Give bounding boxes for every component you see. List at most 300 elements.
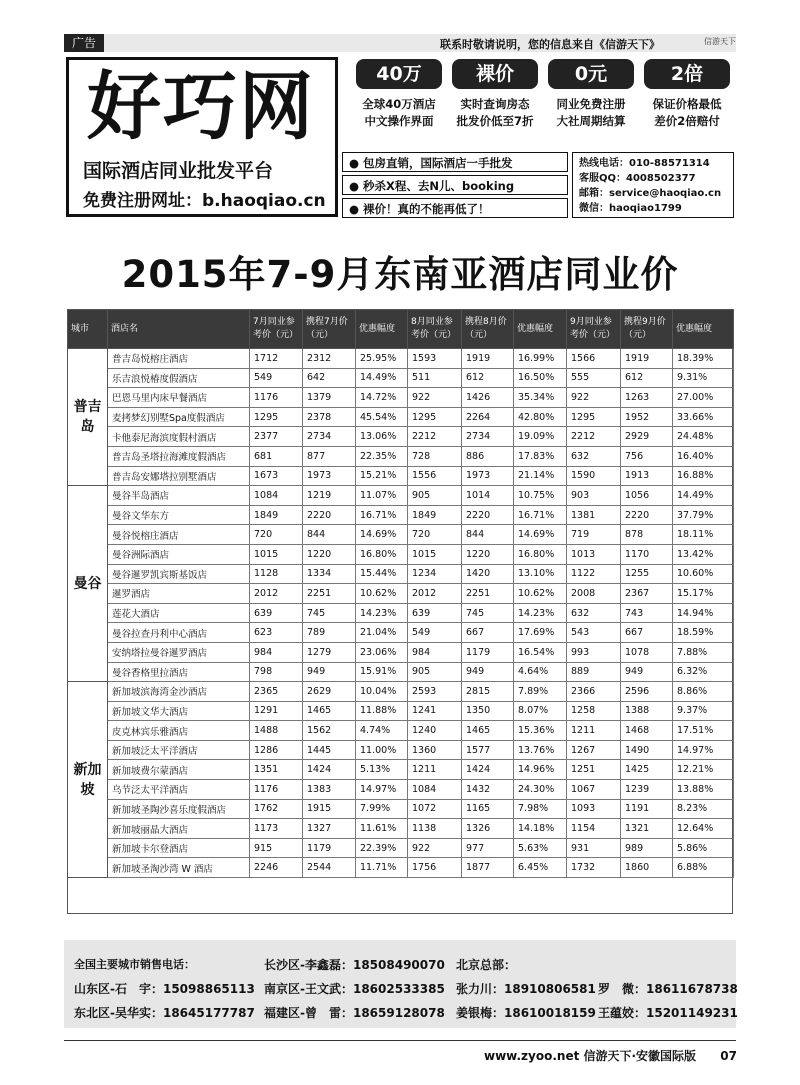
value-cell: 17.69% xyxy=(514,623,567,643)
value-cell: 11.88% xyxy=(356,701,408,721)
feature-line: 同业免费注册 xyxy=(556,97,626,111)
value-cell: 15.36% xyxy=(514,721,567,741)
footer-site[interactable]: www.zyoo.net 信游天下·安徽国际版 xyxy=(484,1049,697,1063)
value-cell: 8.23% xyxy=(673,799,734,819)
value-cell: 1468 xyxy=(621,721,673,741)
feature-2 xyxy=(452,59,538,130)
value-cell: 15.44% xyxy=(356,564,408,584)
value-cell: 10.62% xyxy=(514,584,567,604)
value-cell: 1919 xyxy=(462,349,514,369)
feature-line: 保证价格最低 xyxy=(652,97,722,111)
value-cell: 10.04% xyxy=(356,682,408,702)
value-cell: 984 xyxy=(250,642,303,662)
value-cell: 632 xyxy=(567,603,621,623)
value-cell: 19.09% xyxy=(514,427,567,447)
value-cell: 905 xyxy=(408,486,462,506)
value-cell: 14.97% xyxy=(356,780,408,800)
value-cell: 612 xyxy=(462,368,514,388)
value-cell: 14.72% xyxy=(356,388,408,408)
value-cell: 903 xyxy=(567,486,621,506)
value-cell: 2544 xyxy=(303,858,356,878)
value-cell: 1425 xyxy=(621,760,673,780)
table-row xyxy=(68,486,734,506)
table-row xyxy=(68,642,734,662)
column-header: 优惠幅度 xyxy=(673,310,734,349)
value-cell: 1165 xyxy=(462,799,514,819)
value-cell: 1286 xyxy=(250,740,303,760)
value-cell: 1465 xyxy=(303,701,356,721)
value-cell: 1240 xyxy=(408,721,462,741)
table-row xyxy=(68,780,734,800)
value-cell: 2365 xyxy=(250,682,303,702)
value-cell: 1915 xyxy=(303,799,356,819)
hotel-name-cell: 乌节泛太平洋酒店 xyxy=(108,780,250,800)
value-cell: 720 xyxy=(250,525,303,545)
footer-heading: 全国主要城市销售电话： xyxy=(74,958,195,971)
value-cell: 667 xyxy=(621,623,673,643)
price-table-wrap xyxy=(67,309,733,878)
value-cell: 27.00% xyxy=(673,388,734,408)
hotel-name-cell: 暹罗酒店 xyxy=(108,584,250,604)
value-cell: 24.48% xyxy=(673,427,734,447)
value-cell: 6.88% xyxy=(673,858,734,878)
value-cell: 35.34% xyxy=(514,388,567,408)
value-cell: 1176 xyxy=(250,780,303,800)
sales-contact: 王蕴姣：15201149231 xyxy=(598,1006,738,1020)
value-cell: 2251 xyxy=(462,584,514,604)
value-cell: 1295 xyxy=(250,407,303,427)
value-cell: 2220 xyxy=(303,505,356,525)
value-cell: 22.39% xyxy=(356,838,408,858)
value-cell: 2251 xyxy=(303,584,356,604)
sales-contact: 福建区-曾 雷：18659128078 xyxy=(264,1006,445,1020)
feature-line: 实时查询房态 xyxy=(460,97,530,111)
value-cell: 1973 xyxy=(303,466,356,486)
value-cell: 2212 xyxy=(567,427,621,447)
value-cell: 2366 xyxy=(567,682,621,702)
value-cell: 1084 xyxy=(408,780,462,800)
table-row xyxy=(68,760,734,780)
value-cell: 14.96% xyxy=(514,760,567,780)
value-cell: 2377 xyxy=(250,427,303,447)
value-cell: 1015 xyxy=(408,544,462,564)
value-cell: 1913 xyxy=(621,466,673,486)
column-header: 携程9月价（元） xyxy=(621,310,673,349)
value-cell: 1919 xyxy=(621,349,673,369)
table-row xyxy=(68,388,734,408)
value-cell: 23.06% xyxy=(356,642,408,662)
feature-line: 中文操作界面 xyxy=(364,114,434,128)
value-cell: 1176 xyxy=(250,388,303,408)
value-cell: 931 xyxy=(567,838,621,858)
value-cell: 905 xyxy=(408,662,462,682)
column-header: 9月同业参考价（元） xyxy=(567,310,621,349)
hotel-name-cell: 乐吉浪悦椿度假酒店 xyxy=(108,368,250,388)
hotel-name-cell: 新加坡文华大酒店 xyxy=(108,701,250,721)
value-cell: 17.51% xyxy=(673,721,734,741)
value-cell: 949 xyxy=(621,662,673,682)
value-cell: 7.89% xyxy=(514,682,567,702)
value-cell: 22.35% xyxy=(356,446,408,466)
value-cell: 993 xyxy=(567,642,621,662)
value-cell: 7.99% xyxy=(356,799,408,819)
value-cell: 1488 xyxy=(250,721,303,741)
value-cell: 6.32% xyxy=(673,662,734,682)
value-cell: 1179 xyxy=(462,642,514,662)
value-cell: 15.21% xyxy=(356,466,408,486)
value-cell: 1383 xyxy=(303,780,356,800)
value-cell: 11.07% xyxy=(356,486,408,506)
feature-pill: 40万 xyxy=(356,59,442,89)
value-cell: 13.76% xyxy=(514,740,567,760)
column-header: 酒店名 xyxy=(108,310,250,349)
value-cell: 1220 xyxy=(303,544,356,564)
value-cell: 1191 xyxy=(621,799,673,819)
value-cell: 1465 xyxy=(462,721,514,741)
value-cell: 1849 xyxy=(250,505,303,525)
value-cell: 719 xyxy=(567,525,621,545)
feature-pill: 裸价 xyxy=(452,59,538,89)
table-row xyxy=(68,368,734,388)
table-row xyxy=(68,662,734,682)
table-row xyxy=(68,544,734,564)
value-cell: 1015 xyxy=(250,544,303,564)
value-cell: 1263 xyxy=(621,388,673,408)
feature-4 xyxy=(644,59,730,130)
table-row xyxy=(68,466,734,486)
city-cell: 普吉岛 xyxy=(68,349,108,486)
hotel-name-cell: 新加坡滨海湾金沙酒店 xyxy=(108,682,250,702)
sales-contact: 姜银梅：18610018159 xyxy=(456,1006,596,1020)
value-cell: 889 xyxy=(567,662,621,682)
value-cell: 7.98% xyxy=(514,799,567,819)
value-cell: 1424 xyxy=(462,760,514,780)
value-cell: 1590 xyxy=(567,466,621,486)
value-cell: 16.99% xyxy=(514,349,567,369)
value-cell: 1360 xyxy=(408,740,462,760)
value-cell: 1093 xyxy=(567,799,621,819)
value-cell: 13.10% xyxy=(514,564,567,584)
value-cell: 632 xyxy=(567,446,621,466)
bullet-1: ● 包房直销，国际酒店一手批发 xyxy=(342,152,568,172)
value-cell: 7.88% xyxy=(673,642,734,662)
value-cell: 13.06% xyxy=(356,427,408,447)
value-cell: 1379 xyxy=(303,388,356,408)
value-cell: 1220 xyxy=(462,544,514,564)
value-cell: 24.30% xyxy=(514,780,567,800)
hotel-name-cell: 曼谷香格里拉酒店 xyxy=(108,662,250,682)
value-cell: 1154 xyxy=(567,819,621,839)
value-cell: 1295 xyxy=(408,407,462,427)
value-cell: 14.49% xyxy=(673,486,734,506)
value-cell: 1849 xyxy=(408,505,462,525)
value-cell: 16.80% xyxy=(514,544,567,564)
hotel-name-cell: 曼谷半岛酒店 xyxy=(108,486,250,506)
value-cell: 16.40% xyxy=(673,446,734,466)
value-cell: 745 xyxy=(462,603,514,623)
value-cell: 14.69% xyxy=(514,525,567,545)
value-cell: 745 xyxy=(303,603,356,623)
value-cell: 1860 xyxy=(621,858,673,878)
value-cell: 13.88% xyxy=(673,780,734,800)
value-cell: 2220 xyxy=(462,505,514,525)
hq-label: 北京总部： xyxy=(456,958,517,972)
value-cell: 8.07% xyxy=(514,701,567,721)
table-row xyxy=(68,721,734,741)
value-cell: 549 xyxy=(408,623,462,643)
sales-contact: 山东区-石 宇：15098865113 xyxy=(74,982,255,996)
value-cell: 844 xyxy=(303,525,356,545)
value-cell: 1321 xyxy=(621,819,673,839)
column-header: 携程8月价（元） xyxy=(462,310,514,349)
value-cell: 1291 xyxy=(250,701,303,721)
value-cell: 16.71% xyxy=(514,505,567,525)
value-cell: 2367 xyxy=(621,584,673,604)
value-cell: 37.79% xyxy=(673,505,734,525)
value-cell: 14.49% xyxy=(356,368,408,388)
hotel-name-cell: 普吉岛悦榕庄酒店 xyxy=(108,349,250,369)
value-cell: 1241 xyxy=(408,701,462,721)
value-cell: 1426 xyxy=(462,388,514,408)
hotel-name-cell: 曼谷暹罗凯宾斯基饭店 xyxy=(108,564,250,584)
value-cell: 14.23% xyxy=(514,603,567,623)
value-cell: 1952 xyxy=(621,407,673,427)
value-cell: 1267 xyxy=(567,740,621,760)
value-cell: 949 xyxy=(462,662,514,682)
value-cell: 543 xyxy=(567,623,621,643)
value-cell: 728 xyxy=(408,446,462,466)
value-cell: 14.23% xyxy=(356,603,408,623)
hotel-name-cell: 曼谷悦榕庄酒店 xyxy=(108,525,250,545)
value-cell: 1327 xyxy=(303,819,356,839)
value-cell: 1566 xyxy=(567,349,621,369)
table-row xyxy=(68,799,734,819)
table-row xyxy=(68,701,734,721)
value-cell: 10.60% xyxy=(673,564,734,584)
value-cell: 2734 xyxy=(462,427,514,447)
value-cell: 1673 xyxy=(250,466,303,486)
table-row xyxy=(68,446,734,466)
page-title: 2015年7-9月东南亚酒店同业价 xyxy=(121,253,679,296)
hotel-name-cell: 新加坡泛太平洋酒店 xyxy=(108,740,250,760)
value-cell: 878 xyxy=(621,525,673,545)
value-cell: 511 xyxy=(408,368,462,388)
value-cell: 2264 xyxy=(462,407,514,427)
value-cell: 14.94% xyxy=(673,603,734,623)
value-cell: 639 xyxy=(250,603,303,623)
value-cell: 1239 xyxy=(621,780,673,800)
bottom-divider xyxy=(64,1040,736,1041)
table-row xyxy=(68,525,734,545)
value-cell: 1014 xyxy=(462,486,514,506)
mini-logo: 信游天下 xyxy=(704,37,736,46)
value-cell: 2012 xyxy=(250,584,303,604)
value-cell: 1326 xyxy=(462,819,514,839)
brand-url[interactable]: 免费注册网址：b.haoqiao.cn xyxy=(83,191,326,211)
ad-tag: 广告 xyxy=(64,34,104,52)
column-header: 优惠幅度 xyxy=(514,310,567,349)
table-header-row xyxy=(68,310,734,349)
value-cell: 2378 xyxy=(303,407,356,427)
city-cell: 曼谷 xyxy=(68,486,108,682)
hotel-name-cell: 新加坡丽晶大酒店 xyxy=(108,819,250,839)
value-cell: 4.64% xyxy=(514,662,567,682)
value-cell: 789 xyxy=(303,623,356,643)
hotline: 热线电话：010-88571314 xyxy=(579,158,710,169)
sales-contact: 罗 微：18611678738 xyxy=(598,982,738,996)
value-cell: 844 xyxy=(462,525,514,545)
contact-box xyxy=(572,152,734,218)
value-cell: 16.50% xyxy=(514,368,567,388)
value-cell: 18.39% xyxy=(673,349,734,369)
column-header: 城市 xyxy=(68,310,108,349)
value-cell: 915 xyxy=(250,838,303,858)
value-cell: 1756 xyxy=(408,858,462,878)
value-cell: 1350 xyxy=(462,701,514,721)
table-row xyxy=(68,623,734,643)
value-cell: 989 xyxy=(621,838,673,858)
value-cell: 1334 xyxy=(303,564,356,584)
feature-line: 批发价低至7折 xyxy=(456,114,534,128)
value-cell: 949 xyxy=(303,662,356,682)
feature-3 xyxy=(548,59,634,130)
value-cell: 2734 xyxy=(303,427,356,447)
feature-1 xyxy=(356,59,442,130)
value-cell: 1258 xyxy=(567,701,621,721)
value-cell: 1067 xyxy=(567,780,621,800)
value-cell: 1973 xyxy=(462,466,514,486)
value-cell: 1234 xyxy=(408,564,462,584)
value-cell: 13.42% xyxy=(673,544,734,564)
value-cell: 756 xyxy=(621,446,673,466)
table-row xyxy=(68,838,734,858)
page-number: 07 xyxy=(720,1049,737,1063)
email[interactable]: 邮箱：service@haoqiao.cn xyxy=(579,188,722,199)
table-row xyxy=(68,505,734,525)
value-cell: 45.54% xyxy=(356,407,408,427)
value-cell: 2929 xyxy=(621,427,673,447)
table-row xyxy=(68,740,734,760)
value-cell: 1762 xyxy=(250,799,303,819)
value-cell: 1122 xyxy=(567,564,621,584)
feature-pill: 2倍 xyxy=(644,59,730,89)
table-row xyxy=(68,682,734,702)
value-cell: 549 xyxy=(250,368,303,388)
hotel-name-cell: 新加坡圣陶沙喜乐度假酒店 xyxy=(108,799,250,819)
hotel-name-cell: 新加坡费尔蒙酒店 xyxy=(108,760,250,780)
value-cell: 16.88% xyxy=(673,466,734,486)
value-cell: 1219 xyxy=(303,486,356,506)
value-cell: 11.71% xyxy=(356,858,408,878)
value-cell: 1279 xyxy=(303,642,356,662)
hotel-name-cell: 皮克林宾乐雅酒店 xyxy=(108,721,250,741)
hotel-name-cell: 普吉岛圣塔拉海滩度假酒店 xyxy=(108,446,250,466)
feature-line: 差价2倍赔付 xyxy=(654,114,720,128)
value-cell: 922 xyxy=(567,388,621,408)
value-cell: 612 xyxy=(621,368,673,388)
value-cell: 1138 xyxy=(408,819,462,839)
hotel-name-cell: 普吉岛安娜塔拉别墅酒店 xyxy=(108,466,250,486)
value-cell: 2008 xyxy=(567,584,621,604)
brand-subtitle: 国际酒店同业批发平台 xyxy=(83,160,274,182)
value-cell: 1351 xyxy=(250,760,303,780)
value-cell: 1072 xyxy=(408,799,462,819)
sales-footer xyxy=(64,940,736,1028)
value-cell: 1593 xyxy=(408,349,462,369)
value-cell: 1562 xyxy=(303,721,356,741)
table-row xyxy=(68,819,734,839)
table-row xyxy=(68,349,734,369)
value-cell: 1490 xyxy=(621,740,673,760)
value-cell: 15.91% xyxy=(356,662,408,682)
value-cell: 11.61% xyxy=(356,819,408,839)
value-cell: 15.17% xyxy=(673,584,734,604)
value-cell: 798 xyxy=(250,662,303,682)
value-cell: 25.95% xyxy=(356,349,408,369)
value-cell: 5.86% xyxy=(673,838,734,858)
value-cell: 10.75% xyxy=(514,486,567,506)
value-cell: 16.54% xyxy=(514,642,567,662)
value-cell: 877 xyxy=(303,446,356,466)
column-header: 8月同业参考价（元） xyxy=(408,310,462,349)
hotel-name-cell: 曼谷文华东方 xyxy=(108,505,250,525)
value-cell: 9.31% xyxy=(673,368,734,388)
value-cell: 1128 xyxy=(250,564,303,584)
hotel-name-cell: 新加坡圣淘沙湾 W 酒店 xyxy=(108,858,250,878)
value-cell: 21.04% xyxy=(356,623,408,643)
value-cell: 681 xyxy=(250,446,303,466)
value-cell: 1251 xyxy=(567,760,621,780)
hotel-name-cell: 新加坡卡尔登酒店 xyxy=(108,838,250,858)
value-cell: 1255 xyxy=(621,564,673,584)
column-header: 携程7月价（元） xyxy=(303,310,356,349)
hotel-name-cell: 曼谷拉查丹利中心酒店 xyxy=(108,623,250,643)
value-cell: 18.59% xyxy=(673,623,734,643)
value-cell: 17.83% xyxy=(514,446,567,466)
value-cell: 12.21% xyxy=(673,760,734,780)
value-cell: 1211 xyxy=(408,760,462,780)
value-cell: 2012 xyxy=(408,584,462,604)
hotel-name-cell: 麦拷梦幻别墅Spa度假酒店 xyxy=(108,407,250,427)
sales-contact: 长沙区-李鑫磊：18508490070 xyxy=(264,958,445,972)
value-cell: 8.86% xyxy=(673,682,734,702)
table-row xyxy=(68,858,734,878)
value-cell: 2596 xyxy=(621,682,673,702)
sales-contact: 南京区-王文武：18602533385 xyxy=(264,982,445,996)
value-cell: 1420 xyxy=(462,564,514,584)
hotel-name-cell: 卡他泰尼海滨度假村酒店 xyxy=(108,427,250,447)
value-cell: 639 xyxy=(408,603,462,623)
value-cell: 2312 xyxy=(303,349,356,369)
value-cell: 2593 xyxy=(408,682,462,702)
value-cell: 720 xyxy=(408,525,462,545)
column-header: 7月同业参考价（元） xyxy=(250,310,303,349)
value-cell: 1556 xyxy=(408,466,462,486)
value-cell: 14.97% xyxy=(673,740,734,760)
hotel-name-cell: 巴恩马里内床早餐酒店 xyxy=(108,388,250,408)
value-cell: 2815 xyxy=(462,682,514,702)
value-cell: 9.37% xyxy=(673,701,734,721)
value-cell: 1078 xyxy=(621,642,673,662)
value-cell: 1381 xyxy=(567,505,621,525)
value-cell: 2212 xyxy=(408,427,462,447)
sales-contact: 张力川：18910806581 xyxy=(456,982,596,996)
value-cell: 623 xyxy=(250,623,303,643)
value-cell: 21.14% xyxy=(514,466,567,486)
city-cell: 新加坡 xyxy=(68,682,108,878)
value-cell: 2220 xyxy=(621,505,673,525)
value-cell: 1424 xyxy=(303,760,356,780)
